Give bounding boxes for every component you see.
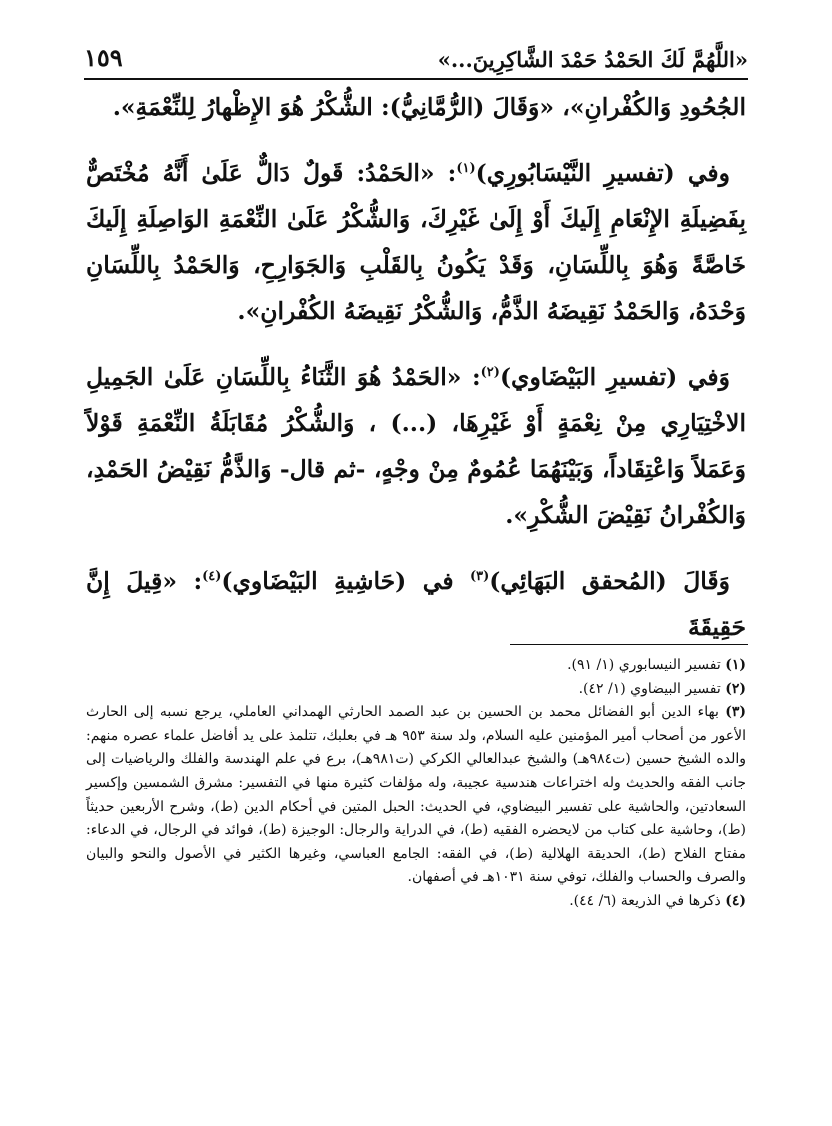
main-text (86, 84, 746, 670)
footnote-4 (86, 890, 746, 914)
footnote-1 (86, 654, 746, 678)
footnote-number: (٣) (725, 704, 746, 721)
running-header (84, 28, 748, 72)
paragraph-3 (86, 354, 746, 538)
footnote-text: تفسير النيسابوري (١/ ٩١). (567, 657, 726, 673)
footnote-ref-1[interactable]: (١) (456, 161, 476, 177)
footnote-divider (510, 644, 748, 645)
paragraph-1: الجُحُودِ وَالكُفْرانِ»، «وَقَالَ (الرُّمَّانِيُّ): الشُّكْرُ هُوَ الإِظْهارُ لِلنِّعْمَةِ». (112, 93, 746, 121)
footnote-text: بهاء الدين أبو الفضائل محمد بن الحسين بن عبد الصمد الحارثي الهمداني العاملي، يرجع نسبه إلى الحارث الأعور من أصحاب أمير المؤمنين عليه السلام، ولد سنة ٩٥٣ هـ في بعلبك، تتلمذ على يد أفاضل علماء عصره منهم: والده الشيخ حسين (ت٩٨٤هـ) والشيخ عبدالعالي الكركي (ت٩٨١هـ)، برع في علم الهندسة والفلك والرياضيات إلى جانب الفقه والحديث وله اختراعات هندسية عجيبة، وله مؤلفات كثيرة منها في التفسير: مشرق الشمسين وإكسير السعادتين، والحاشية على تفسير البيضاوي، في الحديث: الحبل المتين في أحكام الدين (ط)، وشرح الأربعين حديثاً (ط)، وحاشية على كتاب من لايحضره الفقيه (ط)، في الدراية والرجال: الوجيزة (ط)، فوائد في الرجال، في الدعاء: مفتاح الفلاح (ط)، الحديقة الهلالية (ط)، في الفقه: الجامع العباسي، وغيرها الكثير في الأصول والنحو والبيان والصرف والحساب والفلك، توفي سنة ١٠٣١هـ في أصفهان. (86, 704, 747, 886)
footnote-ref-3[interactable]: (٣) (469, 569, 490, 585)
paragraph-4-mid: في (حَاشِيةِ البَيْضَاوي) (221, 567, 470, 595)
footnote-number: (١) (725, 657, 746, 673)
footnote-3 (86, 701, 746, 890)
paragraph-3-quote: : «الحَمْدُ هُوَ الثَّنَاءُ بِاللِّسَانِ عَلَىٰ الجَمِيلِ الاخْتِيَارِي مِنْ نِعْمَةٍ أَوْ غَيْرِهَا، (...) ، وَالشُّكْرُ مُقَابَلَةُ النِّعْمَةِ قَوْلاً وَعَمَلاً وَاعْتِقَاداً، وَبَيْنَهُمَا عُمُومٌ مِنْ وجْهٍ، -ثم قال- وَالذَّمُّ نَقِيْضُ الحَمْدِ، وَالكُفْرانُ نَقِيْضَ الشُّكْرِ». (86, 363, 746, 529)
page-number: ١٥٩ (84, 43, 123, 72)
paragraph-3-lead: وَفي (تفسيرِ البَيْضَاوي) (499, 363, 730, 391)
footnote-2 (86, 678, 746, 702)
footnotes (86, 654, 746, 914)
footnote-ref-2[interactable]: (٢) (480, 365, 500, 381)
header-divider (84, 78, 748, 80)
paragraph-4-lead: وَقَالَ (المُحقق البَهَائِي) (489, 567, 731, 595)
footnote-text: تفسير البيضاوي (١/ ٤٢). (578, 680, 726, 697)
footnote-number: (٤) (725, 892, 746, 909)
running-title: «اللَّهُمَّ لَكَ الحَمْدُ حَمْدَ الشَّاكِرِينَ...» (437, 47, 748, 72)
paragraph-2-quote: : «الحَمْدُ: قَولٌ دَالٌّ عَلَىٰ أَنَّهُ مُخْتَصٌّ بِفَضِيلَةِ الإِنْعَامِ إِلَيكَ أَوْ إِلَىٰ غَيْرِكَ، وَالشُّكْرُ عَلَىٰ النِّعْمَةِ الوَاصِلَةِ إِلَيكَ خَاصَّةً وَهُوَ بِاللِّسَانِ، وَقَدْ يَكُونُ بِالقَلْبِ وَالجَوَارِحِ، وَالحَمْدُ بِاللِّسَانِ وَحْدَهُ، وَالحَمْدُ نَقِيضَهُ الذَّمُّ، وَالشُّكْرُ نَقِيضَهُ الكُفْرانِ». (86, 159, 746, 325)
paragraph-2 (86, 150, 746, 334)
footnote-text: ذكرها في الذريعة (٦/ ٤٤). (569, 892, 726, 909)
paragraph-2-lead: وفي (تفسيرِ النَّيْسَابُورِي) (475, 159, 730, 187)
footnote-number: (٢) (725, 680, 746, 697)
footnote-ref-4[interactable]: (٤) (202, 569, 222, 585)
paragraph-4-quote: : «قِيلَ إِنَّ حَقِيقَةَ (86, 567, 746, 641)
paragraph-4 (86, 558, 746, 650)
